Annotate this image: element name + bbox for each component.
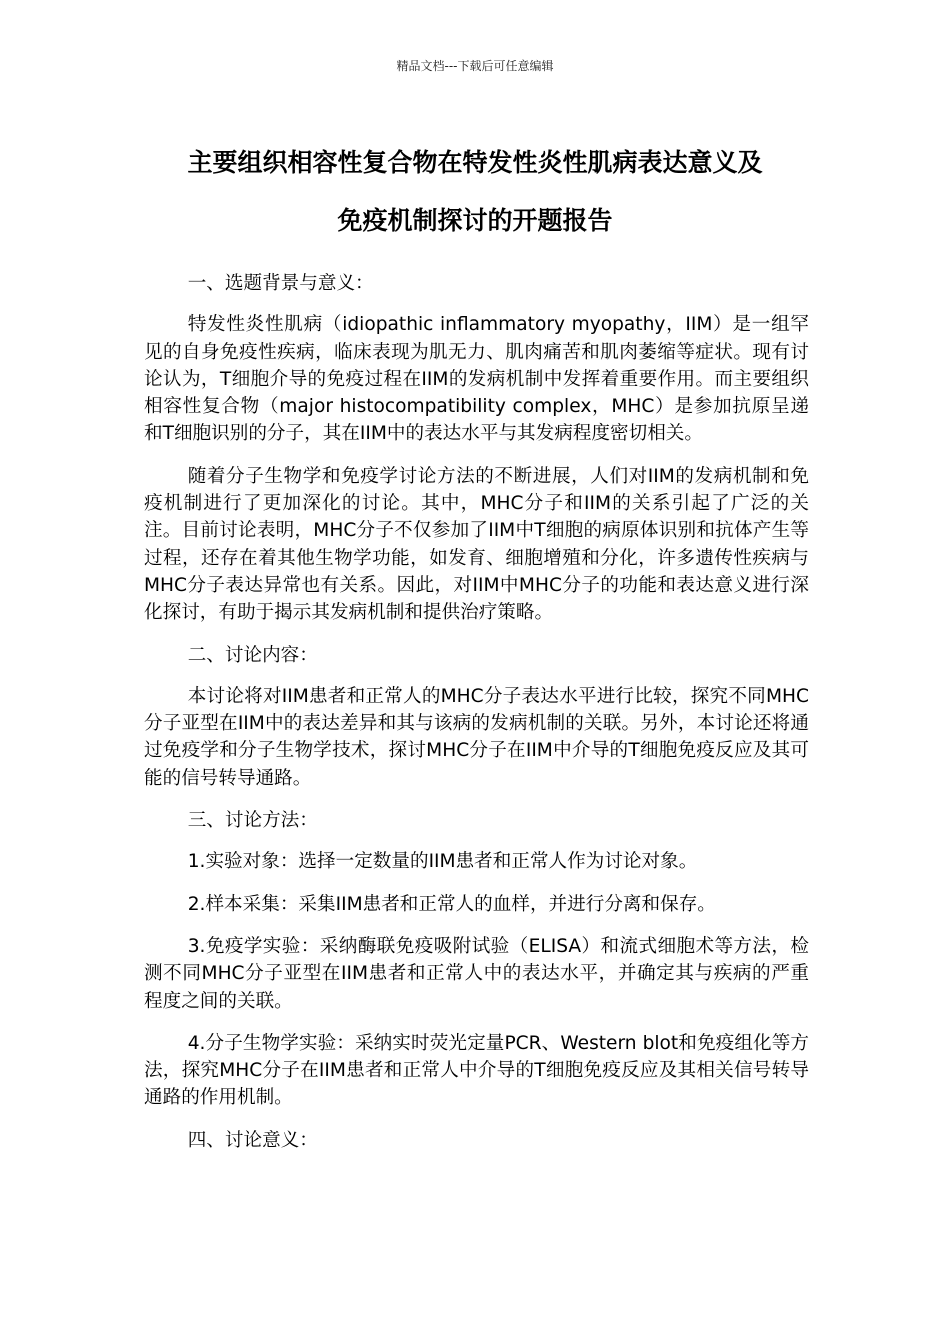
section-3-item-3: 3.免疫学实验：采纳酶联免疫吸附试验（ELISA）和流式细胞术等方法，检测不同MHC分子亚型在IIM患者和正常人中的表达水平，并确定其与疾病的严重程度之间的关联。 xyxy=(144,935,809,1012)
document-title xyxy=(130,134,820,250)
title-line-2: 免疫机制探讨的开题报告 xyxy=(337,206,613,235)
section-2-paragraph-1: 本讨论将对IIM患者和正常人的MHC分子表达水平进行比较，探究不同MHC分子亚型在IIM中的表达差异和其与该病的发病机制的关联。另外，本讨论还将通过免疫学和分子生物学技术，探讨MHC分子在IIM中介导的T细胞免疫反应及其可能的信号转导通路。 xyxy=(144,685,809,789)
section-1-paragraph-1: 特发性炎性肌病（idiopathic inflammatory myopathy，IIM）是一组罕见的自身免疫性疾病，临床表现为肌无力、肌肉痛苦和肌肉萎缩等症状。现有讨论认为，T细胞介导的免疫过程在IIM的发病机制中发挥着重要作用。而主要组织相容性复合物（major histocompatibility complex，MHC）是参加抗原呈递和T细胞识别的分子，其在IIM中的表达水平与其发病程度密切相关。 xyxy=(144,314,809,445)
section-4-heading: 四、讨论意义： xyxy=(187,1129,318,1151)
section-3-heading: 三、讨论方法： xyxy=(187,810,318,832)
title-line-1: 主要组织相容性复合物在特发性炎性肌病表达意义及 xyxy=(187,148,763,177)
document-body xyxy=(144,270,809,1168)
section-3-item-2: 2.样本采集：采集IIM患者和正常人的血样，并进行分离和保存。 xyxy=(187,893,716,915)
section-1-paragraph-2: 随着分子生物学和免疫学讨论方法的不断进展，人们对IIM的发病机制和免疫机制进行了更加深化的讨论。其中，MHC分子和IIM的关系引起了广泛的关注。目前讨论表明，MHC分子不仅参加了IIM中T细胞的病原体识别和抗体产生等过程，还存在着其他生物学功能，如发育、细胞增殖和分化，许多遗传性疾病与MHC分子表达异常也有关系。因此，对IIM中MHC分子的功能和表达意义进行深化探讨，有助于揭示其发病机制和提供治疗策略。 xyxy=(144,465,809,624)
section-1-heading: 一、选题背景与意义： xyxy=(187,273,374,294)
section-3-item-4: 4.分子生物学实验：采纳实时荧光定量PCR、Western blot和免疫组化等方法，探究MHC分子在IIM患者和正常人中介导的T细胞免疫反应及其相关信号转导通路的作用机制。 xyxy=(144,1032,809,1109)
header-note: 精品文档---下载后可任意编辑 xyxy=(396,59,554,73)
section-3-item-1: 1.实验对象：选择一定数量的IIM患者和正常人作为讨论对象。 xyxy=(187,851,698,873)
section-2-heading: 二、讨论内容： xyxy=(187,644,318,666)
